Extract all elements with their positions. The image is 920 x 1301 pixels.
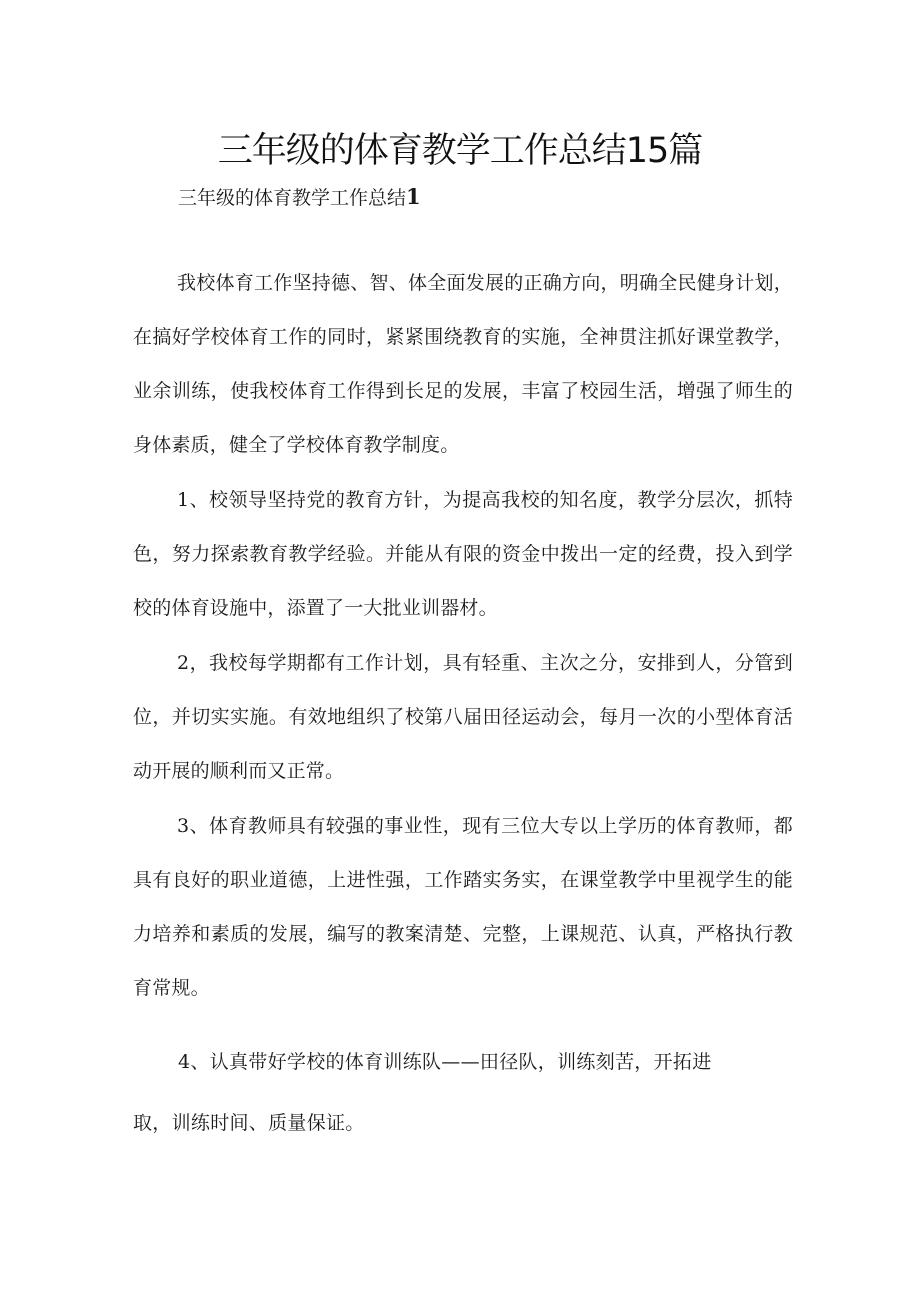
body-paragraph-point-3: 3、体育教师具有较强的事业性，现有三位大专以上学历的体育教师，都具有良好的职业道德，上进性强，工作踏实务实，在课堂教学中里视学生的能力培养和素质的发展，编写的教案清楚、完整，上课规范、认真，严格执行教育常规。 (133, 815, 793, 999)
body-paragraph-point-4-line-2: 取，训练时间、质量保证。 (133, 1112, 365, 1134)
body-paragraph-point-2: 2，我校每学期都有工作计划，具有轻重、主次之分，安排到人，分管到位，并切实实施。有效地组织了校第八届田径运动会，每月一次的小型体育活动开展的顺利而又正常。 (133, 652, 793, 782)
section-heading-text: 三年级的体育教学工作总结 (178, 187, 407, 209)
body-paragraph-point-4-line-1: 4、认真带好学校的体育训练队——田径队，训练刻苦，开拓进 (178, 1051, 712, 1073)
body-paragraph-point-1: 1、校领导坚持党的教育方针，为提高我校的知名度，教学分层次，抓特色，努力探索教育教学经验。并能从有限的资金中拨出一定的经费，投入到学校的体育设施中，添置了一大批业训器材。 (133, 489, 793, 619)
section-heading (178, 183, 421, 212)
document-title: 三年级的体育教学工作总结15篇 (217, 131, 703, 171)
body-paragraph-intro: 我校体育工作坚持德、智、体全面发展的正确方向，明确全民健身计划，在搞好学校体育工作的同时，紧紧围绕教育的实施，全神贯注抓好课堂教学，业余训练，使我校体育工作得到长足的发展，丰富了校园生活，增强了师生的身体素质，健全了学校体育教学制度。 (133, 272, 793, 456)
section-heading-number: 1 (406, 184, 421, 209)
